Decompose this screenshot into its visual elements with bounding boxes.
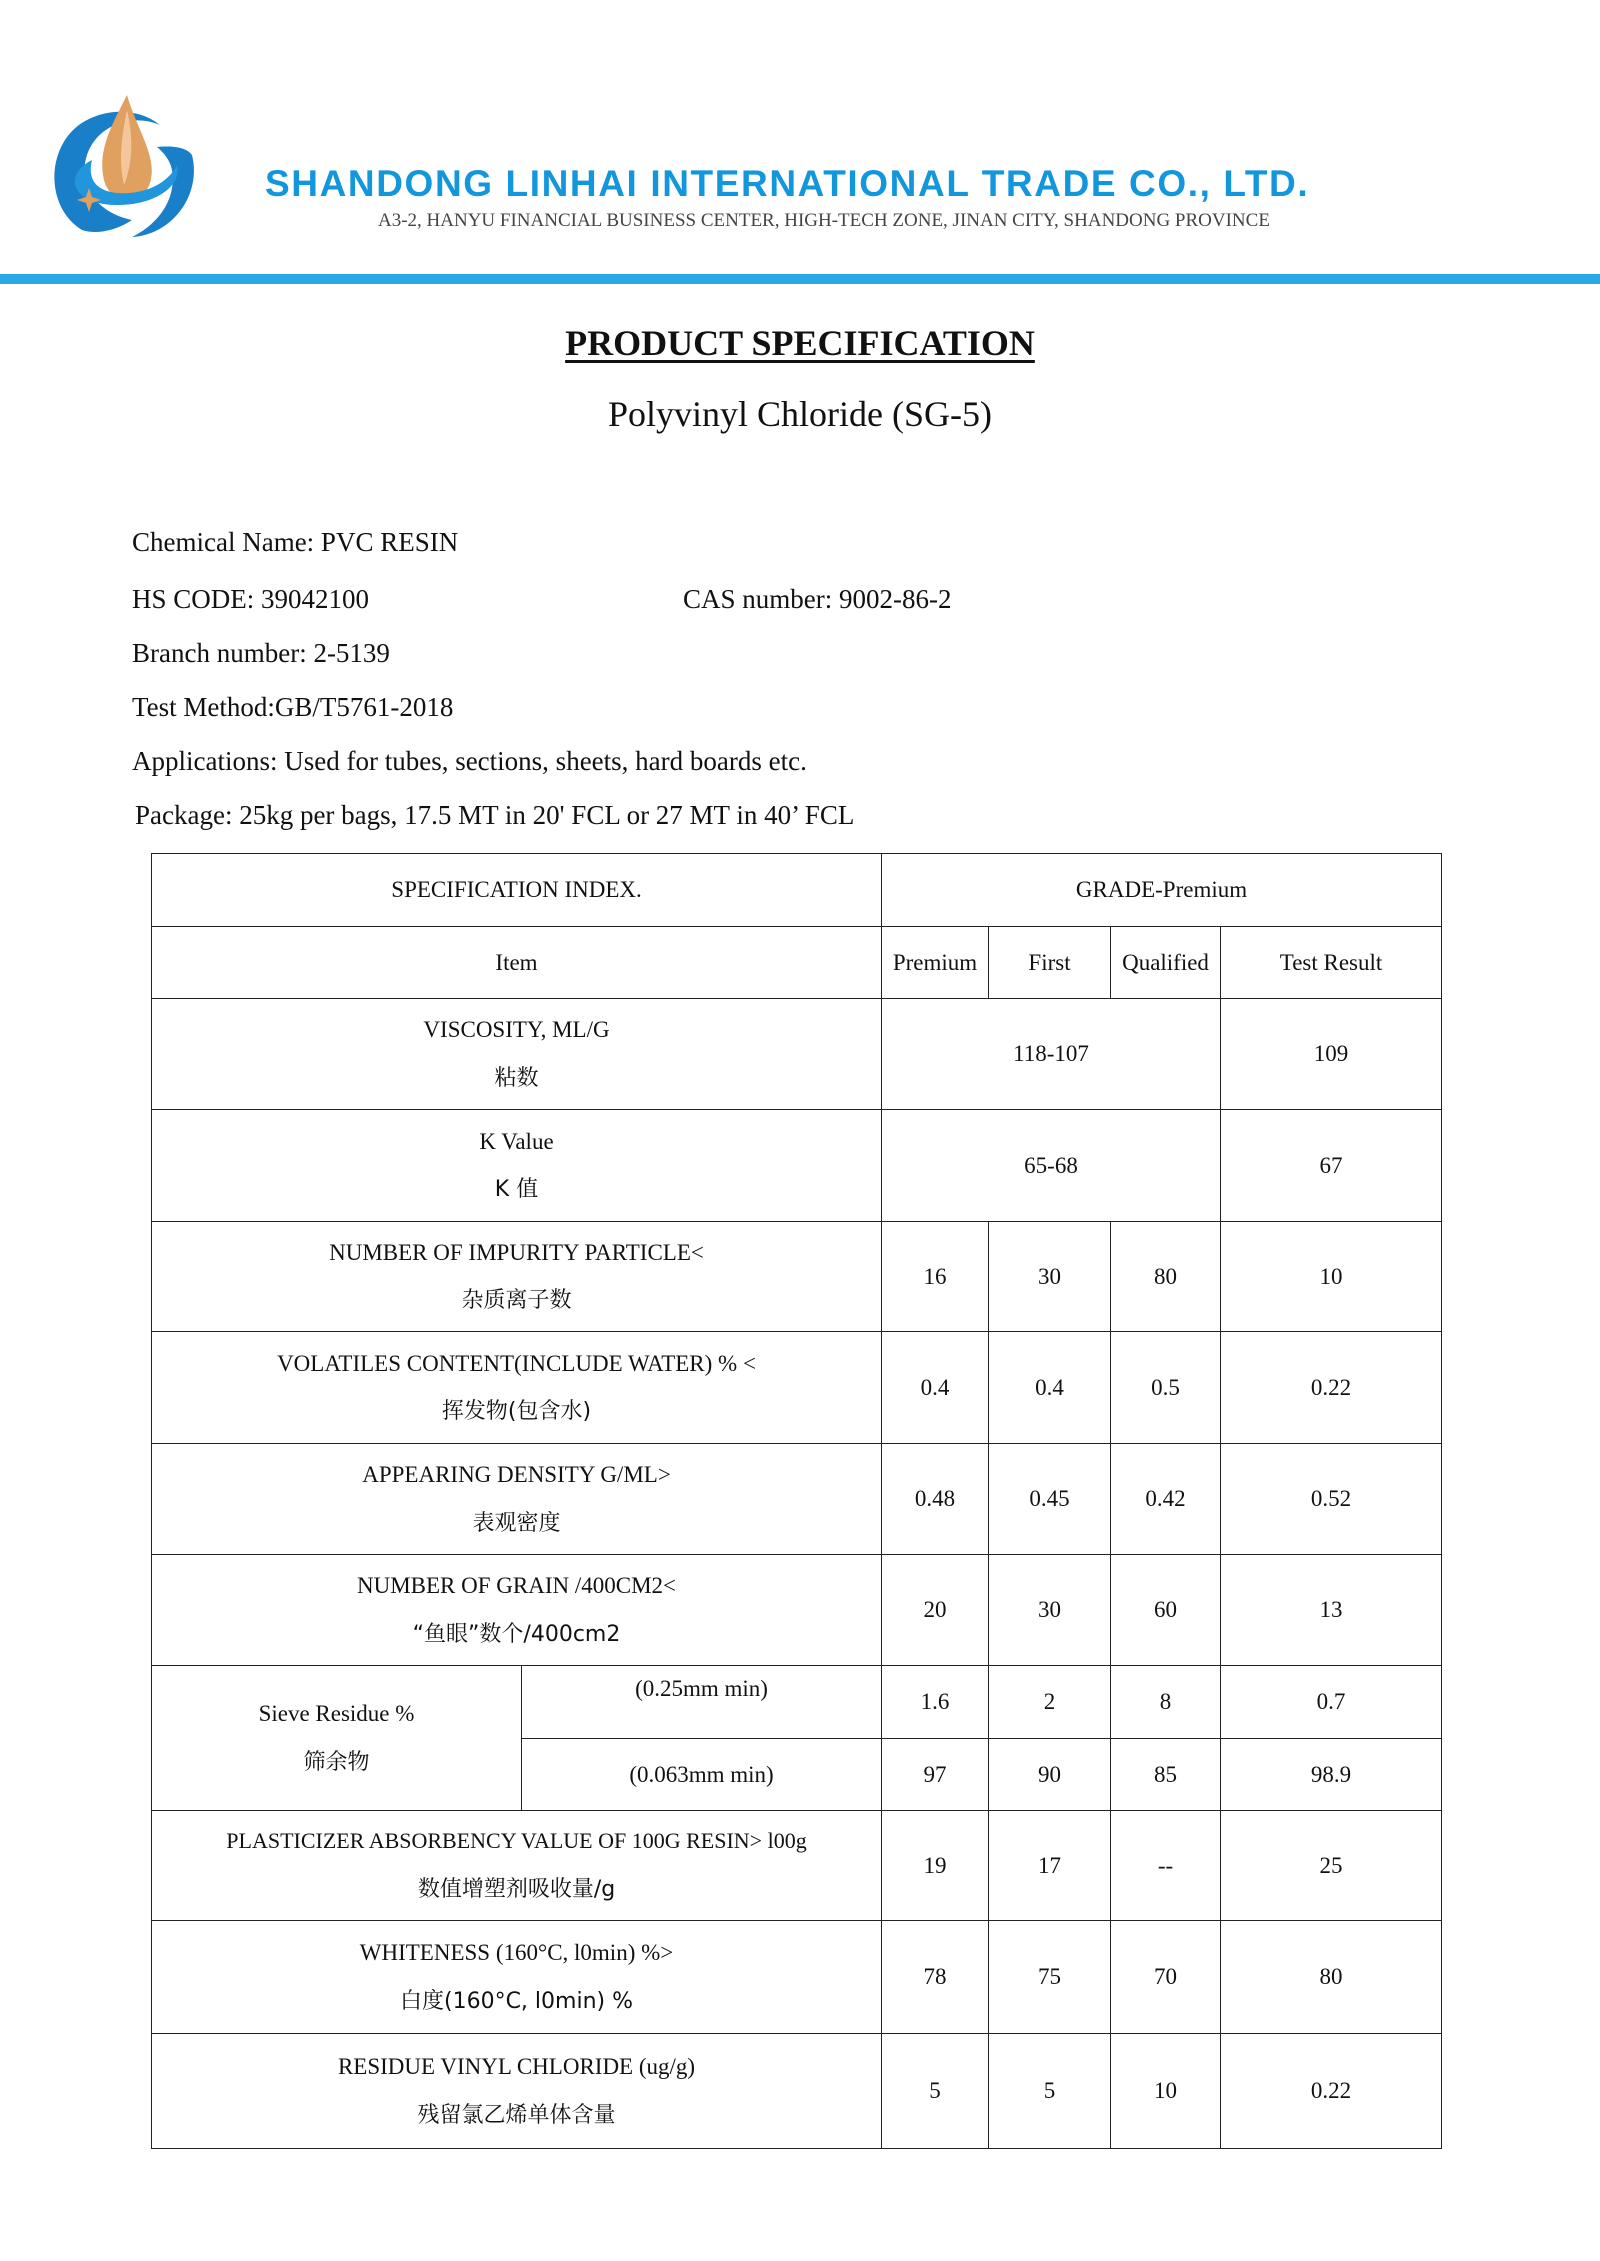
qualified-value: 0.42 xyxy=(1111,1444,1221,1555)
item-name: NUMBER OF IMPURITY PARTICLE< xyxy=(329,1239,704,1265)
qualified-value: 60 xyxy=(1111,1555,1221,1666)
grade-header: GRADE-Premium xyxy=(882,854,1442,927)
spec-index-header: SPECIFICATION INDEX. xyxy=(152,854,882,927)
item-cell xyxy=(152,1332,882,1444)
item-name: Sieve Residue % xyxy=(258,1701,415,1726)
hs-code: HS CODE: 39042100 xyxy=(132,584,370,614)
premium-value: 0.4 xyxy=(882,1332,989,1444)
item-name-cn: 白度(160°C, l0min) % xyxy=(400,1988,633,2014)
table-row xyxy=(152,1444,1442,1555)
qualified-value: 70 xyxy=(1111,1921,1221,2034)
qualified-value: 85 xyxy=(1111,1739,1221,1811)
item-name: NUMBER OF GRAIN /400CM2< xyxy=(356,1573,677,1598)
item-name: PLASTICIZER ABSORBENCY VALUE OF 100G RESIN> l00g xyxy=(226,1828,807,1854)
branch-number: Branch number: 2-5139 xyxy=(132,638,390,668)
item-cell xyxy=(152,1110,882,1222)
item-name: RESIDUE VINYL CHLORIDE (ug/g) xyxy=(337,2054,696,2079)
test-result: 0.22 xyxy=(1221,1332,1442,1444)
first-value: 75 xyxy=(989,1921,1111,2034)
item-cell xyxy=(152,1222,882,1332)
premium-value: 1.6 xyxy=(882,1666,989,1739)
table-header-row xyxy=(152,854,1442,927)
test-result: 80 xyxy=(1221,1921,1442,2034)
test-result: 0.52 xyxy=(1221,1444,1442,1555)
item-cell xyxy=(152,1921,882,2034)
col-item: Item xyxy=(152,927,882,999)
company-name: SHANDONG LINHAI INTERNATIONAL TRADE CO., LTD. xyxy=(265,163,1310,204)
table-row xyxy=(152,1555,1442,1666)
test-result: 109 xyxy=(1221,999,1442,1110)
item-cell xyxy=(152,1444,882,1555)
first-value: 90 xyxy=(989,1739,1111,1811)
first-value: 30 xyxy=(989,1222,1111,1332)
premium-value: 5 xyxy=(882,2034,989,2149)
table-row xyxy=(152,999,1442,1110)
premium-value: 0.48 xyxy=(882,1444,989,1555)
item-name-cn: 表观密度 xyxy=(472,1510,561,1536)
table-row xyxy=(152,2034,1442,2149)
sieve-spec: (0.25mm min) xyxy=(522,1666,882,1739)
qualified-value: 80 xyxy=(1111,1222,1221,1332)
item-cell xyxy=(152,999,882,1110)
col-test-result: Test Result xyxy=(1221,927,1442,999)
first-value: 2 xyxy=(989,1666,1111,1739)
item-cell xyxy=(152,2034,882,2149)
qualified-value: 0.5 xyxy=(1111,1332,1221,1444)
premium-value: 19 xyxy=(882,1811,989,1921)
item-cell xyxy=(152,1555,882,1666)
table-row xyxy=(152,1332,1442,1444)
chemical-name: Chemical Name: PVC RESIN xyxy=(132,527,459,557)
col-qualified: Qualified xyxy=(1111,927,1221,999)
item-name: WHITENESS (160°C, l0min) %> xyxy=(359,1940,674,1965)
item-name: K Value xyxy=(479,1128,554,1154)
company-address: A3-2, HANYU FINANCIAL BUSINESS CENTER, HIGH-TECH ZONE, JINAN CITY, SHANDONG PROVINCE xyxy=(378,210,1270,231)
sieve-item-cell xyxy=(152,1666,522,1811)
table-row xyxy=(152,1666,1442,1739)
grade-range: 118-107 xyxy=(882,999,1221,1110)
item-name: VISCOSITY, ML/G xyxy=(423,1017,610,1042)
test-result: 0.7 xyxy=(1221,1666,1442,1739)
first-value: 17 xyxy=(989,1811,1111,1921)
premium-value: 78 xyxy=(882,1921,989,2034)
item-name-cn: 粘数 xyxy=(494,1065,539,1091)
company-logo-icon xyxy=(42,85,202,245)
item-name-cn: 杂质离子数 xyxy=(461,1288,572,1314)
item-name: APPEARING DENSITY G/ML> xyxy=(362,1462,671,1487)
first-value: 30 xyxy=(989,1555,1111,1666)
qualified-value: 8 xyxy=(1111,1666,1221,1739)
spec-table xyxy=(151,853,1442,2149)
item-name-cn: “鱼眼”数个/400cm2 xyxy=(412,1621,621,1647)
item-name-cn: 筛余物 xyxy=(303,1749,370,1775)
first-value: 0.45 xyxy=(989,1444,1111,1555)
col-premium: Premium xyxy=(882,927,989,999)
qualified-value: 10 xyxy=(1111,2034,1221,2149)
package: Package: 25kg per bags, 17.5 MT in 20' FCL or 27 MT in 40’ FCL xyxy=(135,800,855,830)
first-value: 0.4 xyxy=(989,1332,1111,1444)
product-name: Polyvinyl Chloride (SG-5) xyxy=(608,394,992,434)
table-row xyxy=(152,1110,1442,1222)
first-value: 5 xyxy=(989,2034,1111,2149)
test-result: 10 xyxy=(1221,1222,1442,1332)
test-result: 67 xyxy=(1221,1110,1442,1222)
header-divider xyxy=(0,274,1600,284)
item-name-cn: 残留氯乙烯单体含量 xyxy=(417,2102,616,2128)
qualified-value: -- xyxy=(1111,1811,1221,1921)
col-first: First xyxy=(989,927,1111,999)
page-title: PRODUCT SPECIFICATION xyxy=(565,323,1035,363)
item-cell xyxy=(152,1811,882,1921)
applications: Applications: Used for tubes, sections, sheets, hard boards etc. xyxy=(132,746,807,776)
item-name-cn: 挥发物(包含水) xyxy=(441,1399,592,1425)
test-result: 25 xyxy=(1221,1811,1442,1921)
test-result: 0.22 xyxy=(1221,2034,1442,2149)
sieve-spec: (0.063mm min) xyxy=(522,1739,882,1811)
column-header-row xyxy=(152,927,1442,999)
item-name-cn: 数值增塑剂吸收量/g xyxy=(417,1876,616,1902)
item-name: VOLATILES CONTENT(INCLUDE WATER) % < xyxy=(277,1350,756,1376)
table-row xyxy=(152,1811,1442,1921)
table-row xyxy=(152,1921,1442,2034)
premium-value: 97 xyxy=(882,1739,989,1811)
premium-value: 20 xyxy=(882,1555,989,1666)
grade-range: 65-68 xyxy=(882,1110,1221,1222)
test-method: Test Method:GB/T5761-2018 xyxy=(132,692,454,722)
cas-number: CAS number: 9002-86-2 xyxy=(683,584,952,614)
item-name-cn: K 值 xyxy=(494,1177,539,1203)
premium-value: 16 xyxy=(882,1222,989,1332)
test-result: 13 xyxy=(1221,1555,1442,1666)
test-result: 98.9 xyxy=(1221,1739,1442,1811)
table-row xyxy=(152,1222,1442,1332)
